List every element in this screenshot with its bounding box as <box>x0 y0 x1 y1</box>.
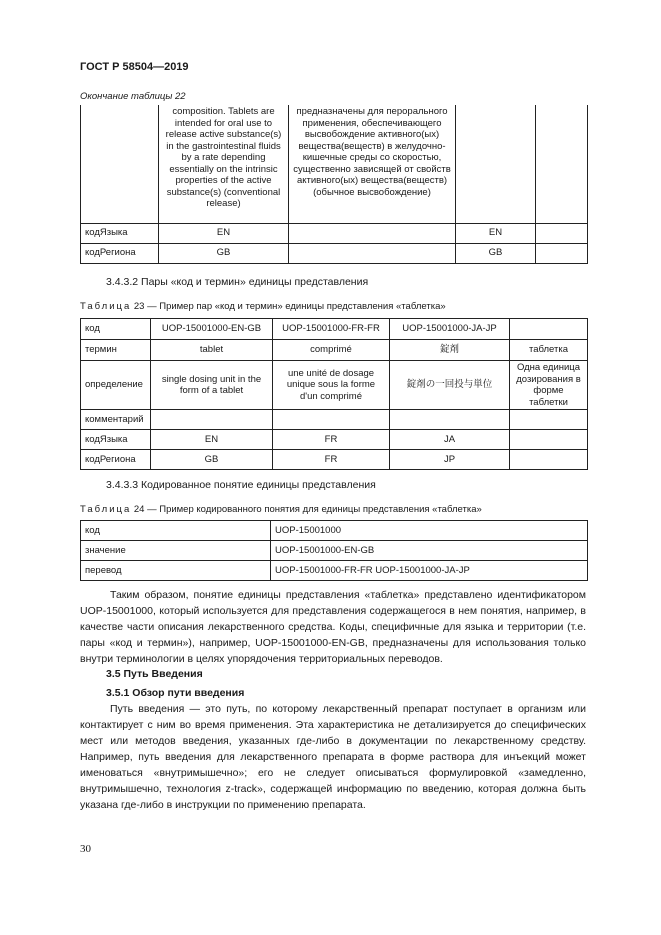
table-cell <box>390 410 510 430</box>
caption-text: 24 — Пример кодированного понятия для единицы представления «таблетка» <box>133 504 482 515</box>
table-cell <box>536 243 588 263</box>
table-cell <box>289 243 456 263</box>
table-caption <box>80 504 482 515</box>
table-cell: определение <box>81 361 151 410</box>
table-cell: код <box>81 521 271 541</box>
table-cell: термин <box>81 340 151 361</box>
table-cell: une unité de dosage unique sous la forme d'un comprimé <box>273 361 390 410</box>
table-cell <box>151 410 273 430</box>
table-cell: tablet <box>151 340 273 361</box>
section-heading: 3.4.3.3 Кодированное понятие единицы представления <box>106 479 376 491</box>
table-cell: UOP-15001000-JA-JP <box>390 319 510 340</box>
table-24 <box>80 520 588 581</box>
table-22 <box>80 105 588 264</box>
page-number: 30 <box>80 843 91 855</box>
table-cell: 錠剤 <box>390 340 510 361</box>
table-cell <box>510 410 588 430</box>
table-cell: таблетка <box>510 340 588 361</box>
subsection-heading: 3.5.1 Обзор пути введения <box>106 687 245 699</box>
table-cell: GB <box>159 243 289 263</box>
table-row <box>81 243 588 263</box>
caption-text: 23 — Пример пар «код и термин» единицы представления «таблетка» <box>133 301 446 312</box>
table-row <box>81 521 588 541</box>
table-cell <box>81 105 159 223</box>
table-row <box>81 410 588 430</box>
table-cell: JP <box>390 450 510 470</box>
table-cell: FR <box>273 450 390 470</box>
table-cell <box>510 319 588 340</box>
table-cell: comprimé <box>273 340 390 361</box>
table-row <box>81 223 588 243</box>
table-cell: кодРегиона <box>81 450 151 470</box>
table-cell <box>510 430 588 450</box>
table-row <box>81 541 588 561</box>
table-cell <box>536 223 588 243</box>
table-cell <box>289 223 456 243</box>
table-cell: UOP-15001000-EN-GB <box>151 319 273 340</box>
table-row <box>81 361 588 410</box>
table-cell: код <box>81 319 151 340</box>
table-23 <box>80 318 588 470</box>
table-row <box>81 450 588 470</box>
table-cell: Одна единица дозирования в форме таблетки <box>510 361 588 410</box>
table-row <box>81 340 588 361</box>
table-row <box>81 319 588 340</box>
section-heading: 3.4.3.2 Пары «код и термин» единицы представления <box>106 276 369 288</box>
table-row <box>81 430 588 450</box>
table-continuation-label: Окончание таблицы 22 <box>80 91 186 102</box>
table-cell <box>536 105 588 223</box>
table-caption <box>80 301 446 312</box>
table-cell: GB <box>151 450 273 470</box>
table-cell: GB <box>456 243 536 263</box>
table-cell: значение <box>81 541 271 561</box>
body-paragraph: Путь введения — это путь, по которому лекарственный препарат поступает в организм или контактирует с ним во время применения. Эта характеристика не детализируется до специфических мест или методов введения, указанных где-либо в документации по лекарственному средству. Например, путь введения для лекарственного препарата в форме раствора для инъекций может именоваться «внутримышечно»; его не следует описываться формулировкой «замедленно, внутримышечно, технология z-track», содержащей информацию по введению, которая должна быть указана где-либо в инструкции по применению препарата. <box>80 703 586 811</box>
table-cell: предназначены для перорального применения, обеспечивающего высвобождение активного(ых) вещества(веществ) в желудочно-кишечные среды со скоростью, существенно зависящей от свойств активного(ых) вещества(веществ) (обычное высвобождение) <box>289 105 456 223</box>
table-cell: кодРегиона <box>81 243 159 263</box>
table-cell: FR <box>273 430 390 450</box>
table-cell: кодЯзыка <box>81 430 151 450</box>
table-cell: 錠剤の一回投与単位 <box>390 361 510 410</box>
table-cell <box>510 450 588 470</box>
table-cell: UOP-15001000-FR-FR UOP-15001000-JA-JP <box>271 561 588 581</box>
table-cell: EN <box>151 430 273 450</box>
table-cell <box>273 410 390 430</box>
body-paragraph: Таким образом, понятие единицы представления «таблетка» представлено идентификатором UOP-15001000, который используется для представления содержащегося в нем понятия, например, в качестве части описания лекарственного средства. Коды, специфичные для языка и территории (т.е. пары «код и термин»), например, UOP-15001000-EN-GB, предназначены для использования только внутри терминологии в целях упорядочения территориальных переводов. <box>80 589 586 665</box>
table-cell: single dosing unit in the form of a tablet <box>151 361 273 410</box>
table-cell: кодЯзыка <box>81 223 159 243</box>
table-cell: перевод <box>81 561 271 581</box>
table-cell: JA <box>390 430 510 450</box>
section-heading: 3.5 Путь Введения <box>106 668 203 680</box>
table-cell: комментарий <box>81 410 151 430</box>
table-cell: UOP-15001000-EN-GB <box>271 541 588 561</box>
table-cell: EN <box>456 223 536 243</box>
table-row <box>81 561 588 581</box>
table-cell: UOP-15001000 <box>271 521 588 541</box>
table-cell <box>456 105 536 223</box>
table-cell: UOP-15001000-FR-FR <box>273 319 390 340</box>
caption-label: Таблица <box>80 504 132 515</box>
table-cell: EN <box>159 223 289 243</box>
table-row <box>81 105 588 223</box>
caption-label: Таблица <box>80 301 132 312</box>
table-cell: composition. Tablets are intended for oral use to release active substance(s) in the gastrointestinal fluids by a rate depending essentially on the intrinsic properties of the active substance(s) (conventional release) <box>159 105 289 223</box>
document-header: ГОСТ Р 58504—2019 <box>80 61 189 73</box>
